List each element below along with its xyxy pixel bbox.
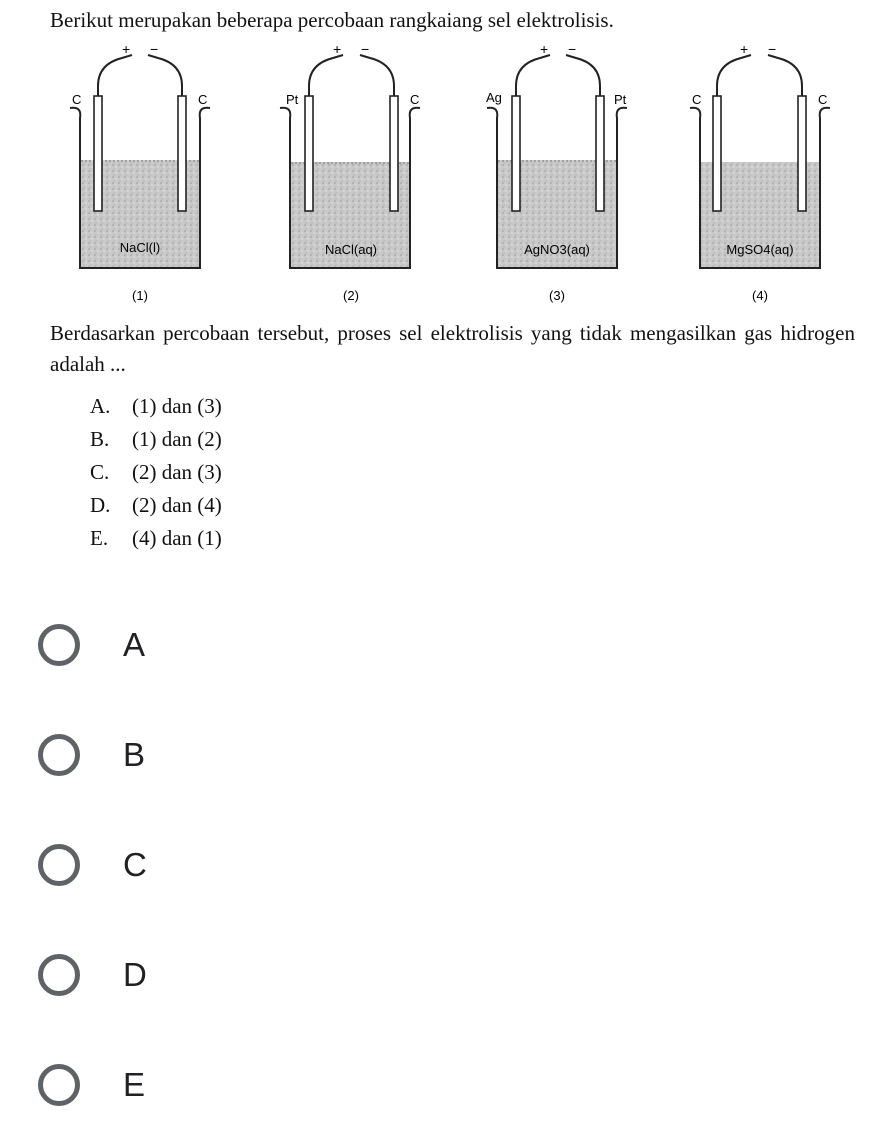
option-label: D xyxy=(123,956,147,993)
option-label: E xyxy=(123,1066,146,1103)
terminal-minus: − xyxy=(568,41,577,57)
cell-1-solution: NaCl(l) xyxy=(119,240,161,255)
cell-4-right-electrode: C xyxy=(818,92,828,107)
choice-e: E. (4) dan (1) xyxy=(90,526,222,550)
radio-circle-icon[interactable] xyxy=(38,1064,80,1106)
radio-options xyxy=(38,590,147,1140)
option-b[interactable] xyxy=(38,700,147,810)
choice-c: C. (2) dan (3) xyxy=(90,460,222,484)
option-a[interactable] xyxy=(38,590,147,700)
terminal-plus: + xyxy=(122,41,131,57)
cell-3-right-electrode: Pt xyxy=(614,92,627,107)
terminal-plus: + xyxy=(333,41,342,57)
cell-1 xyxy=(70,41,210,303)
radio-circle-icon[interactable] xyxy=(38,844,80,886)
option-label: B xyxy=(123,736,146,773)
radio-circle-icon[interactable] xyxy=(38,734,80,776)
cell-1-left-electrode: C xyxy=(72,92,82,107)
cell-3-number: (3) xyxy=(549,288,565,303)
terminal-plus: + xyxy=(540,41,549,57)
question-text: Berdasarkan percobaan tersebut, proses sel elektrolisis yang tidak mengasilkan gas hidrogen adalah ... xyxy=(50,321,855,376)
cell-3 xyxy=(486,41,627,303)
cell-1-number: (1) xyxy=(132,288,148,303)
cell-4 xyxy=(690,41,830,303)
terminal-minus: − xyxy=(150,41,159,57)
choice-d: D. (2) dan (4) xyxy=(90,493,222,517)
cell-2-solution: NaCl(aq) xyxy=(324,242,378,257)
cell-3-left-electrode: Ag xyxy=(486,90,502,105)
terminal-minus: − xyxy=(768,41,777,57)
terminal-minus: − xyxy=(361,41,370,57)
option-label: C xyxy=(123,846,147,883)
cell-3-solution: AgNO3(aq) xyxy=(524,242,590,257)
cell-2-number: (2) xyxy=(343,288,359,303)
option-d[interactable] xyxy=(38,920,147,1030)
cell-1-right-electrode: C xyxy=(198,92,208,107)
radio-circle-icon[interactable] xyxy=(38,954,80,996)
radio-circle-icon[interactable] xyxy=(38,624,80,666)
option-label: A xyxy=(123,626,146,663)
cell-2 xyxy=(280,41,420,303)
answer-choices xyxy=(90,390,222,555)
cell-4-solution: MgSO4(aq) xyxy=(726,242,794,257)
cell-4-number: (4) xyxy=(752,288,768,303)
choice-b: B. (1) dan (2) xyxy=(90,427,222,451)
cell-2-left-electrode: Pt xyxy=(286,92,299,107)
electrolysis-diagram xyxy=(40,38,860,313)
intro-text: Berikut merupakan beberapa percobaan rangkaiang sel elektrolisis. xyxy=(50,8,614,32)
option-e[interactable] xyxy=(38,1030,147,1140)
cell-2-right-electrode: C xyxy=(410,92,420,107)
cell-4-left-electrode: C xyxy=(692,92,702,107)
terminal-plus: + xyxy=(740,41,749,57)
option-c[interactable] xyxy=(38,810,147,920)
choice-a: A. (1) dan (3) xyxy=(90,394,222,418)
